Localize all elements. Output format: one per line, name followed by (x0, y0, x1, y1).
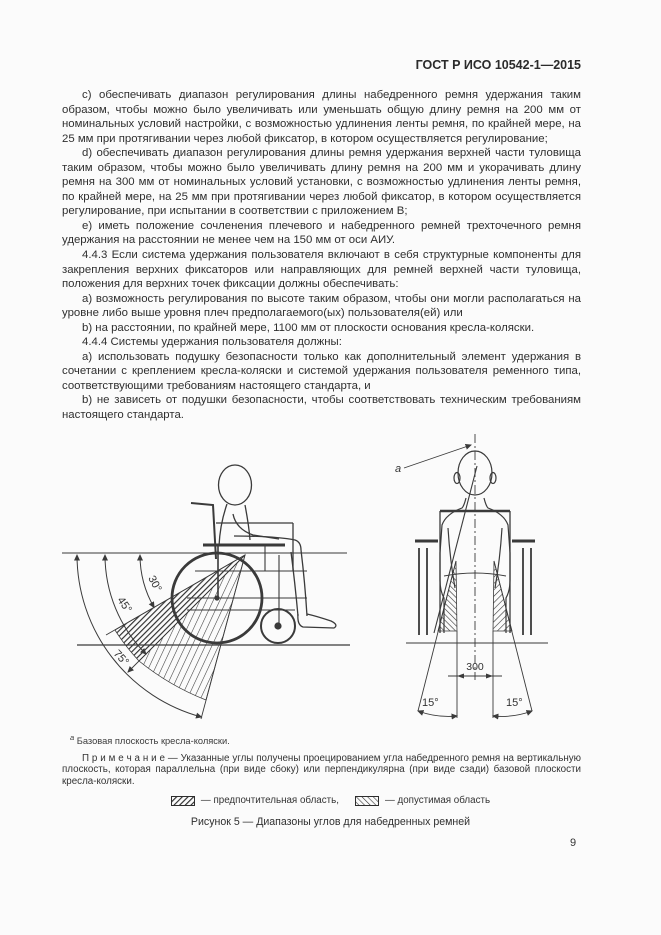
back-line (219, 504, 227, 546)
angle-label-45: 45° (114, 594, 134, 616)
cone-right-line (494, 561, 532, 711)
rear-wheel-hub (214, 595, 219, 600)
clause-4-4-4: 4.4.4 Системы удержания пользователя должны: (82, 336, 342, 349)
head-side (219, 465, 252, 505)
arm-line (233, 514, 279, 539)
foot (298, 614, 336, 628)
clause-4-4-3: 4.4.3 Если система удержания пользователя включают в себя структурные компоненты для закрепления верхних фиксаторов или направляющих для ремней верхней части туловища, положения для верхних точек фиксации должны обеспечивать: (62, 249, 581, 291)
angle-label-30: 30° (145, 573, 164, 595)
shin-front (301, 550, 307, 616)
angle-label-15-left: 15° (422, 697, 439, 709)
cone-right-arc (493, 711, 532, 716)
note-text: — Указанные углы получены проецированием угла набедренного ремня на вертикальную плоскость, которая параллельна (при виде сбоку) или перпендикулярна (при виде сзади) базовой плоскости кресла-коляски. (62, 753, 582, 787)
ear-left (454, 473, 460, 484)
shin-back (291, 552, 298, 616)
clause-4-4-4-a: a) использовать подушку безопасности только как дополнительный элемент удержания в сочетании с креплением кресла-коляски и системой удержания пользователя ременного типа, соответствующими требованиям настоящего стандарта, и (62, 350, 581, 392)
legend-allowed-label: — допустимая область (384, 795, 491, 806)
clause-4-4-3-a: a) возможность регулирования по высоте таким образом, чтобы они могли располагаться на уровне либо выше уровня плеч предполагаемого(ых) пользователя(ей) или (62, 292, 581, 320)
figure-footnote (70, 733, 550, 746)
dim-arrow-left (457, 674, 464, 679)
pointer-a-label: a (395, 463, 402, 475)
figure-caption: Рисунок 5 — Диапазоны углов для набедренных ремней (190, 816, 471, 828)
paragraph-c: c) обеспечивать диапазон регулирования длины набедренного ремня удержания таким образом, чтобы можно было увеличивать или уменьшать общую длину ремня на 200 мм от номинальных условий настройки, с возможностью удлинения ленты ремня, по крайней мере, на 25 мм при протягивании через любой фиксатор, в котором осуществляется регулирование; (62, 89, 581, 145)
dimension-300: 300 (466, 661, 484, 673)
cone-left-line (418, 561, 456, 711)
paragraph-e: e) иметь положение сочленения плечевого и набедренного ремней трехточечного ремня удержания на расстоянии не менее чем на 150 мм от оси АИУ. (62, 219, 581, 247)
thigh-line (234, 536, 301, 550)
side-view-diagram (55, 428, 365, 728)
footnote-marker: a (70, 733, 75, 742)
clause-4-4-4-b: b) не зависеть от подушки безопасности, чтобы соответствовать техническим требованиям настоящего стандарта. (62, 394, 581, 422)
caster-hub (274, 622, 281, 629)
document-header: ГОСТ Р ИСО 10542-1—2015 (415, 58, 581, 72)
figure-legend (0, 795, 661, 806)
legend-preferred-label: — предпочтительная область, (200, 795, 339, 806)
clause-4-4-3-b: b) на расстоянии, по крайней мере, 1100 мм от плоскости основания кресла-коляски. (82, 321, 535, 334)
note-label: П р и м е ч а н и е (82, 753, 165, 764)
cone-left-arc (418, 711, 457, 716)
dim-arrow-right (486, 674, 493, 679)
page-number: 9 (570, 837, 577, 849)
allowed-zone-swatch (355, 796, 379, 806)
backrest (191, 503, 216, 559)
pointer-a-arrow (404, 445, 471, 468)
paragraph-d: d) обеспечивать диапазон регулирования длины ремня удержания верхней части туловища таким образом, чтобы можно было увеличивать длину ремня на 200 мм и укорачивать длину ремня на 300 мм от номинальных условий установки, с возможностью удлинения ленты ремня, по крайней мере, на 25 мм при протягивании через любой фиксатор, в котором осуществляется регулирование, при испытании в соответствии с приложением B; (62, 147, 581, 218)
angle-label-75: 75° (110, 647, 131, 669)
rear-view-diagram (388, 428, 568, 728)
footnote-text: Базовая плоскость кресла-коляски. (76, 736, 230, 747)
ear-right (490, 473, 496, 484)
preferred-zone-swatch (171, 796, 195, 806)
figure-5 (0, 428, 661, 728)
body-text (62, 88, 581, 423)
angle-label-15-right: 15° (506, 697, 523, 709)
figure-note (62, 753, 581, 787)
